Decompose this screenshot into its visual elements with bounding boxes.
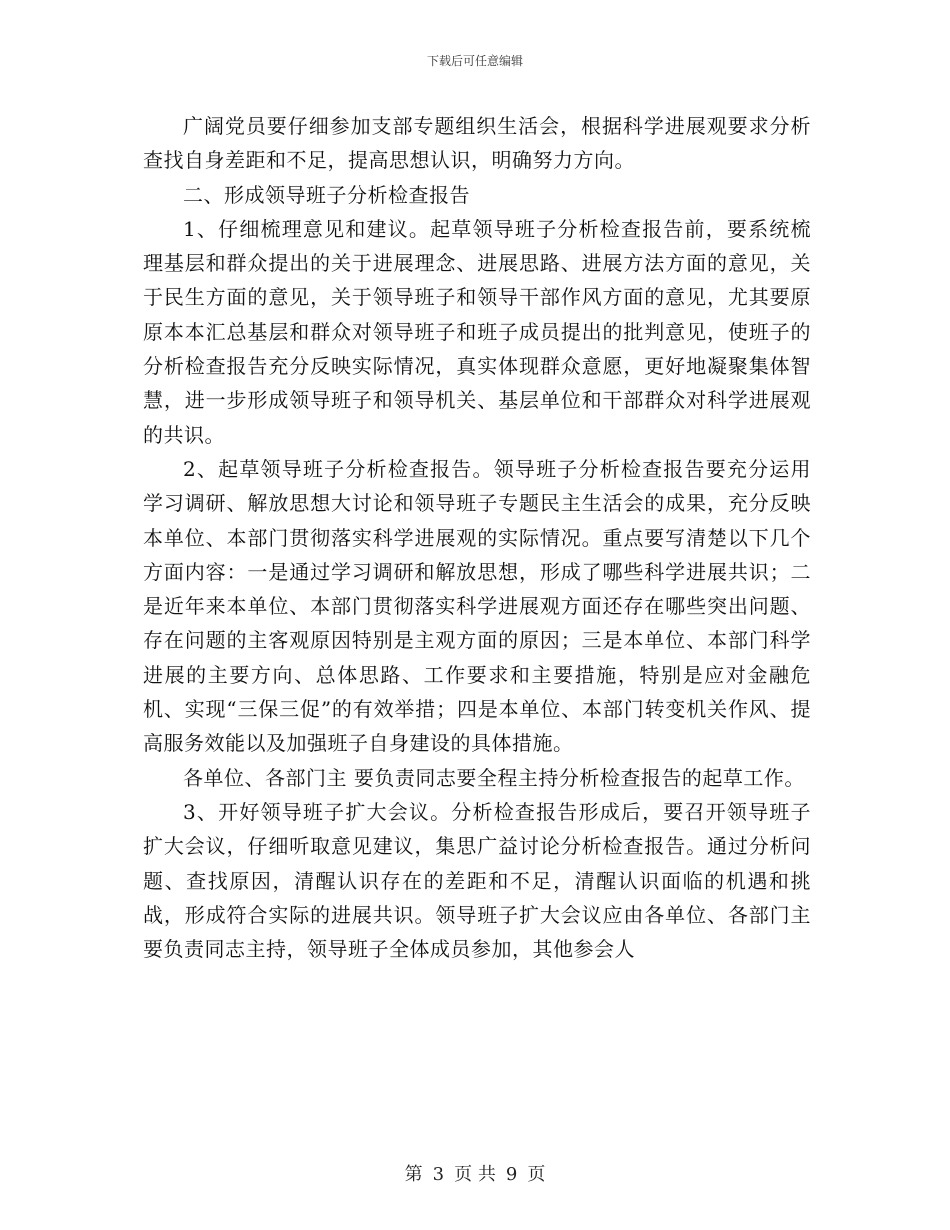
- paragraph-item-3: 3、开好领导班子扩大会议。分析检查报告形成后，要召开领导班子扩大会议，仔细听取意见建议，集思广益讨论分析检查报告。通过分析问题、查找原因，清醒认识存在的差距和不足，清醒认识面临的机遇和挑战，形成符合实际的进展共识。领导班子扩大会议应由各单位、各部门主要负责同志主持，领导班子全体成员参加，其他参会人: [143, 799, 811, 962]
- page-header-note: 下载后可任意编辑: [426, 54, 523, 68]
- section-heading: 二、形成领导班子分析检查报告: [183, 182, 470, 207]
- footer-middle: 页 共: [454, 1164, 496, 1185]
- paragraph-note: 各单位、各部门主 要负责同志要全程主持分析检查报告的起草工作。: [183, 765, 805, 790]
- footer-prefix: 第: [404, 1164, 423, 1185]
- current-page-number: 3: [432, 1164, 445, 1185]
- total-pages-number: 9: [505, 1164, 518, 1185]
- document-body: [143, 109, 811, 966]
- footer-suffix: 页: [527, 1164, 546, 1185]
- paragraph-item-1: 1、仔细梳理意见和建议。起草领导班子分析检查报告前，要系统梳理基层和群众提出的关于进展理念、进展思路、进展方法方面的意见，关于民生方面的意见，关于领导班子和领导干部作风方面的意见，尤其要原原本本汇总基层和群众对领导班子和班子成员提出的批判意见，使班子的分析检查报告充分反映实际情况，真实体现群众意愿，更好地凝聚集体智慧，进一步形成领导班子和领导机关、基层单位和干部群众对科学进展观的共识。: [143, 216, 811, 447]
- paragraph-1: 广阔党员要仔细参加支部专题组织生活会，根据科学进展观要求分析查找自身差距和不足，提高思想认识，明确努力方向。: [143, 114, 811, 173]
- paragraph-item-2: 2、起草领导班子分析检查报告。领导班子分析检查报告要充分运用学习调研、解放思想大讨论和领导班子专题民主生活会的成果，充分反映本单位、本部门贯彻落实科学进展观的实际情况。重点要写清楚以下几个方面内容：一是通过学习调研和解放思想，形成了哪些科学进展共识；二是近年来本单位、本部门贯彻落实科学进展观方面还存在哪些突出问题、存在问题的主客观原因特别是主观方面的原因；三是本单位、本部门科学进展的主要方向、总体思路、工作要求和主要措施，特别是应对金融危机、实现“三保三促”的有效举措；四是本单位、本部门转变机关作风、提高服务效能以及加强班子自身建设的具体措施。: [143, 456, 811, 756]
- page-number-footer: [0, 1160, 950, 1186]
